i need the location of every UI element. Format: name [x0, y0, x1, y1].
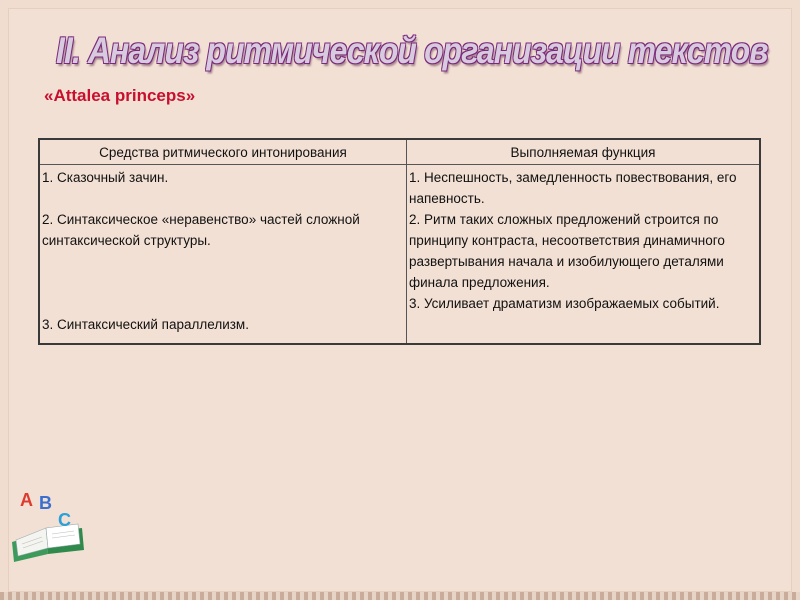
function-cell — [407, 165, 761, 345]
letter-c: C — [58, 510, 71, 530]
abc-book-icon — [8, 484, 88, 564]
means-item-3: 3. Синтаксический параллелизм. — [42, 317, 249, 332]
table-row — [39, 165, 760, 345]
function-item-3: 3. Усиливает драматизм изображаемых событий. — [409, 296, 720, 311]
table-header-row — [39, 139, 760, 165]
means-cell — [39, 165, 407, 345]
analysis-table — [38, 138, 761, 345]
header-means: Средства ритмического интонирования — [39, 139, 407, 165]
function-item-1: 1. Неспешность, замедленность повествования, его напевность. — [409, 170, 737, 206]
subtitle: «Attalea princeps» — [44, 86, 196, 105]
function-item-2: 2. Ритм таких сложных предложений строится по принципу контраста, несоответствия динамичного развертывания начала и изобилующего деталями финала предложения. — [409, 212, 725, 290]
means-item-2: 2. Синтаксическое «неравенство» частей сложной синтаксической структуры. — [42, 212, 360, 248]
header-function: Выполняемая функция — [407, 139, 761, 165]
means-item-1: 1. Сказочный зачин. — [42, 170, 169, 185]
bottom-border — [0, 592, 800, 600]
page-title: II. Анализ ритмической организации текстов — [56, 30, 768, 71]
letter-a: A — [20, 490, 33, 510]
letter-b: B — [39, 493, 52, 513]
